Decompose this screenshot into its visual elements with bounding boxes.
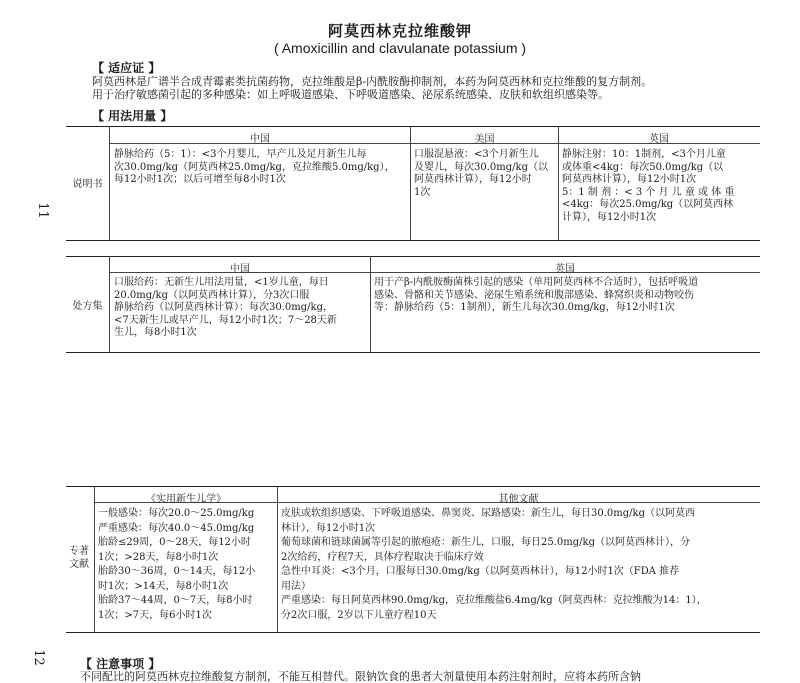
- table2-uk-cell: [374, 277, 760, 315]
- drug-subtitle: ( Amoxicillin and clavulanate potassium ): [273, 40, 527, 56]
- indications-line: 阿莫西林是广谱半合成青霉素类抗菌药物，克拉维酸是β-内酰胺酶抑制剂，本药为阿莫西林和克拉维酸的复方制剂。: [92, 75, 653, 88]
- table1-col-china: 中国: [250, 134, 270, 145]
- table1-col-usa: 美国: [474, 134, 495, 145]
- table3-col-other: 其他文献: [498, 494, 539, 505]
- cell-line: 严重感染：每日阿莫西林90.0mg/kg，克拉维酸盐6.4mg/kg（阿莫西林：克拉维酸为14：1），: [281, 595, 707, 606]
- cell-line: 感染、骨骼和关节感染、泌尿生殖系统和腹部感染、蜂窝织炎和动物咬伤: [374, 289, 694, 301]
- table1-china-cell: [114, 149, 408, 187]
- precautions-heading: 【 注意事项 】: [80, 657, 161, 671]
- table1-bottom-rule: [66, 240, 760, 241]
- table3-divider: [94, 486, 95, 632]
- table1-row-label: 说明书: [72, 179, 103, 190]
- cell-line: 静脉给药（5：1）：<3个月婴儿，早产儿及足月新生儿每: [114, 149, 367, 160]
- cell-line: <4kg：每次25.0mg/kg（以阿莫西林: [562, 199, 734, 211]
- table1-uk-cell: [562, 149, 760, 225]
- page-number-upper: 11: [34, 202, 50, 219]
- cell-line: 一般感染：每次20.0～25.0mg/kg: [98, 508, 255, 519]
- cell-line: 1次；>7天，每6小时1次: [98, 609, 212, 621]
- cell-line: 等：静脉给药（5：1制剂），新生儿每次30.0mg/kg，每12小时1次: [374, 302, 675, 314]
- cell-line: 1次: [414, 186, 431, 198]
- table3-row-label: [64, 545, 94, 571]
- indications-line: 用于治疗敏感菌引起的多种感染：如上呼吸道感染、下呼吸道感染、泌尿系统感染、皮肤和软组织感染等。: [92, 88, 609, 101]
- table2-row-label: 处方集: [72, 301, 103, 312]
- cell-line: 计算），每12小时1次: [562, 211, 657, 223]
- table3-divider: [277, 486, 278, 632]
- cell-line: 胎龄30～36周，0～14天，每12小: [98, 566, 256, 577]
- cell-line: 次30.0mg/kg（阿莫西林25.0mg/kg，克拉维酸5.0mg/kg），: [114, 161, 395, 173]
- cell-line: 林计），每12小时1次: [281, 522, 376, 534]
- cell-line: 生儿，每8小时1次: [114, 327, 197, 339]
- cell-line: 20.0mg/kg（以阿莫西林计算），分3次口服: [114, 289, 310, 301]
- cell-line: 胎龄37～44周，0～7天，每8小时: [98, 595, 253, 606]
- cell-line: 口服混悬液：<3个月新生儿: [414, 149, 539, 160]
- cell-line: 分2次口服，2岁以下儿童疗程10天: [281, 609, 437, 621]
- cell-line: 用法）: [281, 580, 311, 592]
- row-label-line: 专著: [69, 546, 89, 557]
- cell-line: 静脉给药（以阿莫西林计算）：每次30.0mg/kg，: [114, 302, 333, 314]
- table2-col-china: 中国: [230, 264, 250, 275]
- cell-line: 胎龄≤29周，0～28天，每12小时: [98, 537, 251, 548]
- table2-bottom-rule: [66, 352, 760, 353]
- cell-line: 用于产β-内酰胺酶菌株引起的感染（单用阿莫西林不合适时），包括呼吸道: [374, 277, 699, 288]
- cell-line: 皮肤或软组织感染、下呼吸道感染、鼻窦炎、尿路感染：新生儿，每日30.0mg/kg（以阿莫西: [281, 508, 695, 519]
- page-number-lower: 12: [30, 649, 46, 666]
- cell-line: 及婴儿，每次30.0mg/kg（以: [414, 161, 548, 173]
- table2-col-uk: 英国: [555, 264, 575, 275]
- cell-line: 严重感染：每次40.0～45.0mg/kg: [98, 522, 255, 534]
- cell-line: 阿莫西林计算），每12小时1次: [562, 174, 697, 186]
- indications-heading: 【 适应证 】: [92, 61, 161, 75]
- table3-top-rule: [66, 486, 760, 487]
- table3-book-cell: [98, 507, 276, 623]
- table2-top-rule: [66, 256, 760, 257]
- table2-china-cell: [114, 277, 368, 340]
- cell-line: 阿莫西林计算），每12小时: [414, 174, 532, 186]
- cell-line: 葡萄球菌和链球菌属等引起的脓疱疮：新生儿，口服，每日25.0mg/kg（以阿莫西林计），分: [281, 537, 690, 548]
- indications-text: [92, 75, 782, 101]
- table3-bottom-rule: [66, 632, 760, 633]
- table3-col-book: 《实用新生儿学》: [146, 494, 226, 505]
- dosage-heading: 【 用法用量 】: [92, 109, 173, 123]
- cell-line: 静脉注射：10：1制剂，<3个月儿童: [562, 149, 726, 160]
- cell-line: <7天新生儿或早产儿，每12小时1次；7～28天新: [114, 314, 337, 326]
- cell-line: 1次；>28天，每8小时1次: [98, 551, 219, 563]
- drug-title: 阿莫西林克拉维酸钾: [327, 22, 472, 40]
- cell-line: 2次给药，疗程7天，具体疗程取决于临床疗效: [281, 551, 484, 563]
- cell-line: 急性中耳炎：<3个月，口服每日30.0mg/kg（以阿莫西林计），每12小时1次（FDA 推荐: [281, 566, 680, 577]
- cell-line: 口服给药：无新生儿用法用量，<1岁儿童，每日: [114, 277, 329, 288]
- cell-line: 或体重<4kg：每次50.0mg/kg（以: [562, 161, 724, 173]
- row-label-line: 文献: [69, 559, 89, 570]
- table1-top-rule: [66, 126, 760, 127]
- cell-line: 每12小时1次；以后可增至每8小时1次: [114, 174, 286, 186]
- precautions-text: 不同配比的阿莫西林克拉维酸复方制剂，不能互相替代。限钠饮食的患者大剂量使用本药注射剂时，应将本药所含钠: [80, 670, 641, 683]
- table1-usa-cell: [414, 149, 557, 199]
- table3-other-cell: [281, 507, 759, 623]
- cell-line: 5：1 制 剂 ：< 3 个 月 儿 童 或 体 重: [562, 186, 735, 198]
- table1-col-uk: 英国: [649, 134, 669, 145]
- cell-line: 时1次；>14天，每8小时1次: [98, 580, 229, 592]
